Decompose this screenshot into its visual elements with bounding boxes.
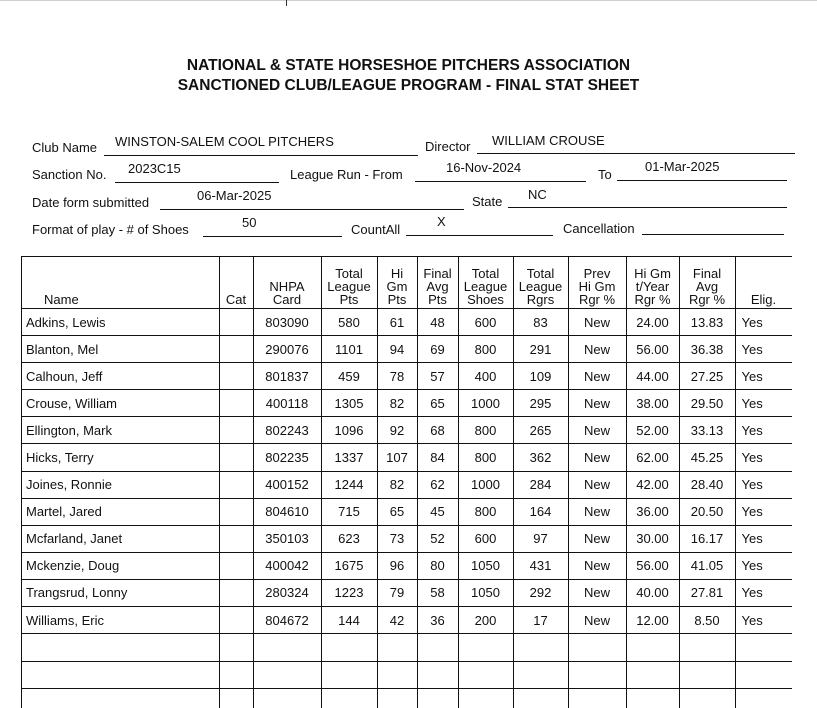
column-header [679,257,735,309]
table-cell: 36.38 [679,336,735,363]
table-cell: 84 [417,444,458,471]
column-header-text: Name [44,292,79,307]
table-cell: 1000 [458,390,513,417]
column-header-text: Hi Gm [634,266,671,281]
table-cell: 400152 [253,471,321,498]
table-cell: New [568,363,626,390]
table-row [22,579,792,606]
table-cell: Yes [735,363,792,390]
table-cell: Yes [735,579,792,606]
countall-label: CountAll [351,222,400,237]
countall-value: X [437,214,446,229]
table-cell: 48 [417,309,458,336]
table-cell [377,689,417,708]
table-cell: New [568,471,626,498]
table-cell: 17 [513,607,568,634]
table-cell [458,661,513,689]
table-cell [513,634,568,662]
table-cell: 92 [377,417,417,444]
table-cell [219,309,253,336]
table-cell: 45.25 [679,444,735,471]
table-cell [253,634,321,662]
table-cell: 29.50 [679,390,735,417]
table-cell [219,363,253,390]
table-cell: 44.00 [626,363,679,390]
table-cell: 295 [513,390,568,417]
table-cell [253,661,321,689]
table-cell: Mckenzie, Doug [22,552,219,579]
table-cell: 1244 [321,471,377,498]
table-cell: New [568,417,626,444]
table-cell: 40.00 [626,579,679,606]
table-cell: 42.00 [626,471,679,498]
table-cell: 802235 [253,444,321,471]
table-cell: 803090 [253,309,321,336]
table-cell [253,689,321,708]
table-cell: Joines, Ronnie [22,471,219,498]
club-name-value: WINSTON-SALEM COOL PITCHERS [115,134,334,149]
column-header-text: Hi Gm [579,279,616,294]
table-cell: Mcfarland, Janet [22,525,219,552]
table-cell [626,661,679,689]
table-cell: 94 [377,336,417,363]
table-cell: 1337 [321,444,377,471]
date-submitted-underline [160,209,464,210]
table-cell: 57 [417,363,458,390]
table-cell: 27.25 [679,363,735,390]
table-cell [735,689,792,708]
column-header-text: Rgr % [689,292,725,307]
table-cell [735,634,792,662]
column-header [417,257,458,309]
table-cell: 12.00 [626,607,679,634]
column-header-text: Elig. [751,292,776,307]
table-cell: 56.00 [626,552,679,579]
table-cell [219,634,253,662]
table-cell [679,634,735,662]
table-cell: New [568,309,626,336]
shoes-value: 50 [242,215,256,230]
table-cell: New [568,390,626,417]
table-cell: 804610 [253,498,321,525]
table-cell [321,634,377,662]
table-cell: 623 [321,525,377,552]
table-cell: 79 [377,579,417,606]
table-cell: 164 [513,498,568,525]
table-cell [377,634,417,662]
column-header-text: League [519,279,562,294]
table-cell: 83 [513,309,568,336]
table-cell: 41.05 [679,552,735,579]
table-cell [513,689,568,708]
table-cell: New [568,552,626,579]
table-cell: 73 [377,525,417,552]
to-label: To [598,167,612,182]
header-title-line2: SANCTIONED CLUB/LEAGUE PROGRAM - FINAL STAT SHEET [0,77,817,95]
column-header-text: Total [335,266,362,281]
table-cell: 52.00 [626,417,679,444]
table-cell: 1223 [321,579,377,606]
table-cell [679,661,735,689]
table-cell [219,417,253,444]
table-cell: 265 [513,417,568,444]
table-cell: 459 [321,363,377,390]
column-header [568,257,626,309]
club-name-label: Club Name [32,140,97,155]
column-header-text: Rgr % [634,292,670,307]
column-header [253,257,321,309]
table-cell: 82 [377,390,417,417]
header-title-line1: NATIONAL & STATE HORSESHOE PITCHERS ASSOCIATION [0,57,817,75]
empty-table-row [22,661,792,689]
column-header-text: Cat [226,292,246,307]
column-header-text: Rgr % [579,292,615,307]
table-cell: 800 [458,336,513,363]
column-header-text: Pts [428,292,447,307]
league-from-value: 16-Nov-2024 [446,160,521,175]
table-cell [219,471,253,498]
table-cell: 292 [513,579,568,606]
table-cell: 1050 [458,552,513,579]
date-submitted-value: 06-Mar-2025 [197,188,271,203]
table-cell: Adkins, Lewis [22,309,219,336]
table-cell: 28.40 [679,471,735,498]
table-cell: 8.50 [679,607,735,634]
table-cell: New [568,444,626,471]
table-cell: Yes [735,498,792,525]
table-row [22,390,792,417]
table-cell: Calhoun, Jeff [22,363,219,390]
table-cell: 362 [513,444,568,471]
table-cell: 61 [377,309,417,336]
empty-table-row [22,689,792,708]
club-name-underline [104,155,418,156]
table-cell: 400042 [253,552,321,579]
sanction-underline [115,182,279,183]
table-cell [321,661,377,689]
table-cell: New [568,607,626,634]
column-header [219,257,253,309]
table-cell: 62 [417,471,458,498]
table-cell: 56.00 [626,336,679,363]
table-cell: 109 [513,363,568,390]
table-cell: 45 [417,498,458,525]
table-cell [377,661,417,689]
table-cell: 1050 [458,579,513,606]
table-cell: 13.83 [679,309,735,336]
table-cell: 33.13 [679,417,735,444]
table-cell: 27.81 [679,579,735,606]
table-cell: 58 [417,579,458,606]
column-header-text: Avg [696,279,718,294]
shoes-underline [203,236,342,237]
table-cell [417,661,458,689]
column-header-text: League [327,279,370,294]
table-cell: 38.00 [626,390,679,417]
column-header-text: Gm [387,279,408,294]
table-cell: 284 [513,471,568,498]
league-to-underline [617,180,787,181]
table-cell: Martel, Jared [22,498,219,525]
column-header-text: Final [693,266,721,281]
table-cell [626,634,679,662]
table-row [22,336,792,363]
table-cell: Yes [735,417,792,444]
table-cell: 24.00 [626,309,679,336]
table-cell: 800 [458,417,513,444]
countall-underline [406,235,553,236]
column-header-text: Total [527,266,554,281]
director-underline [477,153,795,154]
table-cell: 52 [417,525,458,552]
table-row [22,498,792,525]
table-cell: 65 [417,390,458,417]
table-row [22,309,792,336]
table-cell: 62.00 [626,444,679,471]
table-cell: 82 [377,471,417,498]
table-cell [568,661,626,689]
table-cell: Williams, Eric [22,607,219,634]
page-top-tick [286,0,287,6]
table-cell [219,552,253,579]
table-cell: 804672 [253,607,321,634]
column-header-text: Pts [388,292,407,307]
table-cell: 801837 [253,363,321,390]
table-cell: 431 [513,552,568,579]
table-cell: 1096 [321,417,377,444]
table-cell: 36.00 [626,498,679,525]
table-cell: 280324 [253,579,321,606]
column-header-text: League [464,279,507,294]
table-cell [679,689,735,708]
table-cell: 69 [417,336,458,363]
table-cell [22,661,219,689]
cancellation-underline [642,234,784,235]
table-cell: 802243 [253,417,321,444]
table-body [22,309,792,708]
cancellation-label: Cancellation [563,221,635,236]
table-cell [219,498,253,525]
table-cell: 78 [377,363,417,390]
column-header-text: NHPA [269,279,304,294]
table-cell: Yes [735,336,792,363]
table-cell: Yes [735,525,792,552]
league-from-underline [415,181,586,182]
column-header-text: Rgrs [527,292,554,307]
table-cell [22,634,219,662]
table-cell [219,661,253,689]
league-to-value: 01-Mar-2025 [645,159,719,174]
table-cell: Yes [735,390,792,417]
table-cell: New [568,336,626,363]
table-cell [568,689,626,708]
table-cell [219,689,253,708]
table-cell: 291 [513,336,568,363]
table-cell: Yes [735,444,792,471]
director-label: Director [425,139,471,154]
table-cell: New [568,525,626,552]
table-cell: Crouse, William [22,390,219,417]
table-cell: 400 [458,363,513,390]
table-cell [626,689,679,708]
column-header [321,257,377,309]
table-cell: Yes [735,471,792,498]
table-cell [321,689,377,708]
column-header [458,257,513,309]
table-cell [417,689,458,708]
league-run-label: League Run - From [290,167,403,182]
table-cell: 97 [513,525,568,552]
table-row [22,552,792,579]
table-cell: New [568,498,626,525]
table-cell [735,661,792,689]
state-value: NC [528,187,547,202]
table-row [22,363,792,390]
table-cell [417,634,458,662]
sanction-label: Sanction No. [32,167,106,182]
table-cell: 800 [458,444,513,471]
table-row [22,525,792,552]
column-header-text: Card [273,292,301,307]
table-cell: 65 [377,498,417,525]
table-cell: Trangsrud, Lonny [22,579,219,606]
table-cell [219,579,253,606]
table-cell: 80 [417,552,458,579]
table-cell [219,336,253,363]
table-cell: Ellington, Mark [22,417,219,444]
table-cell [458,634,513,662]
state-underline [508,207,787,208]
table-cell: 600 [458,525,513,552]
table-cell: 580 [321,309,377,336]
table-row [22,471,792,498]
column-header [513,257,568,309]
column-header-text: Final [423,266,451,281]
table-cell [458,689,513,708]
table-cell [219,525,253,552]
column-header [22,257,219,309]
column-header [626,257,679,309]
table-cell: 600 [458,309,513,336]
table-cell: 1675 [321,552,377,579]
table-cell [219,607,253,634]
table-cell: 715 [321,498,377,525]
column-header-text: Pts [340,292,359,307]
table-cell: 1305 [321,390,377,417]
column-header [735,257,792,309]
table-cell: 350103 [253,525,321,552]
table-cell: 144 [321,607,377,634]
table-cell: Yes [735,309,792,336]
table-cell: 290076 [253,336,321,363]
table-cell: 36 [417,607,458,634]
table-cell: 200 [458,607,513,634]
table-cell: 400118 [253,390,321,417]
table-cell: Blanton, Mel [22,336,219,363]
table-row [22,444,792,471]
table-cell: Yes [735,607,792,634]
table-row [22,607,792,634]
table-cell: 30.00 [626,525,679,552]
table-cell: Yes [735,552,792,579]
table-cell [568,634,626,662]
table-cell: 20.50 [679,498,735,525]
table-cell: New [568,579,626,606]
table-cell: 1000 [458,471,513,498]
table-cell: 68 [417,417,458,444]
column-header-text: Prev [584,266,611,281]
table-cell [219,390,253,417]
director-value: WILLIAM CROUSE [492,133,605,148]
table-cell: 800 [458,498,513,525]
column-header-text: Shoes [467,292,504,307]
table-cell [22,689,219,708]
sanction-value: 2023C15 [128,161,181,176]
format-label: Format of play - # of Shoes [32,222,189,237]
state-label: State [472,194,502,209]
column-header-text: Hi [391,266,403,281]
table-cell: 1101 [321,336,377,363]
table-header-row [22,257,792,309]
column-header [377,257,417,309]
table-cell: 96 [377,552,417,579]
table-cell: 107 [377,444,417,471]
table-cell: 42 [377,607,417,634]
date-submitted-label: Date form submitted [32,195,149,210]
table-cell: Hicks, Terry [22,444,219,471]
table-cell: 16.17 [679,525,735,552]
table-cell [219,444,253,471]
table-cell [513,661,568,689]
column-header-text: Total [472,266,499,281]
page-top-edge [0,0,817,1]
empty-table-row [22,634,792,662]
column-header-text: Avg [426,279,448,294]
stats-table [21,256,792,708]
table-row [22,417,792,444]
column-header-text: t/Year [636,279,670,294]
